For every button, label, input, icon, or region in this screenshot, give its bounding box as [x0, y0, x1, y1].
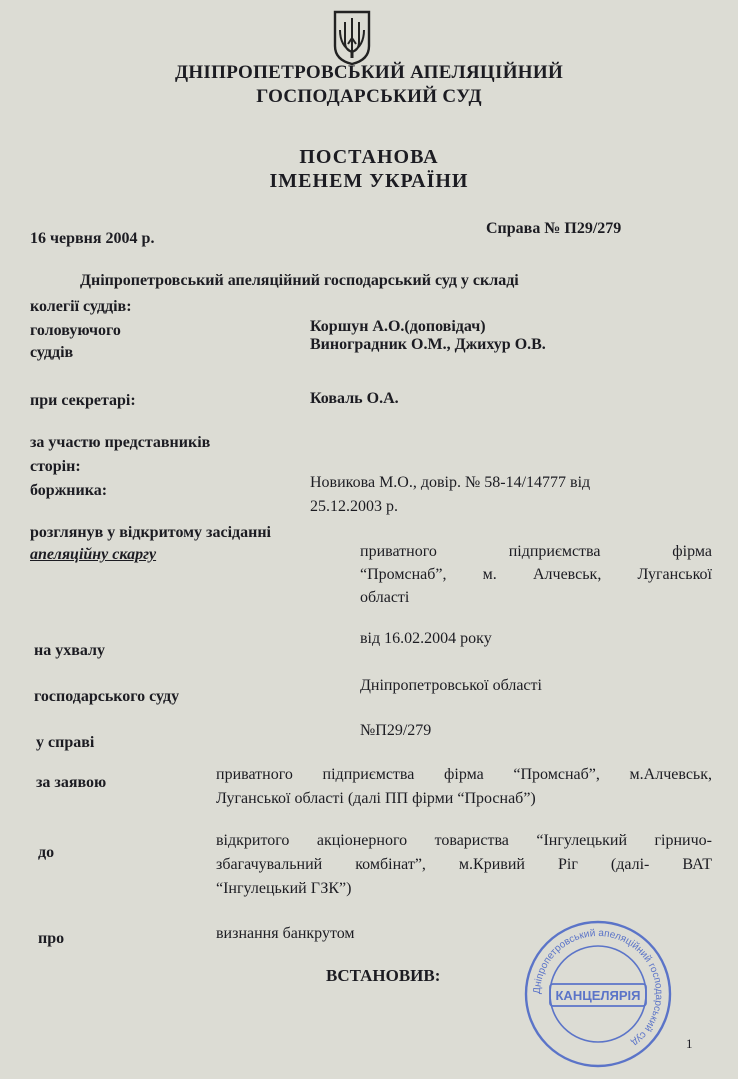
- applicant-value-line2: Луганської області (далі ПП фірми “Проснаб”): [216, 790, 536, 807]
- court-value: Дніпропетровської області: [360, 677, 542, 694]
- court-label: господарського суду: [34, 688, 180, 705]
- applicant-value-line1: приватного підприємства фірма “Промснаб”, м.Алчевськ,: [216, 766, 712, 783]
- stamp-ring-text: Дніпропетровський апеляційний господарський суд: [531, 927, 665, 1048]
- presiding-value: Коршун А.О.(доповідач): [310, 318, 486, 335]
- ruling-label: на ухвалу: [34, 642, 105, 659]
- document-date: 16 червня 2004 р.: [30, 230, 155, 247]
- debtor-value-line2: 25.12.2003 р.: [310, 498, 398, 515]
- representatives-label: за участю представників: [30, 434, 211, 451]
- appeal-value-line2: “Промснаб”, м. Алчевськ, Луганської: [360, 566, 712, 583]
- applicant-label: за заявою: [36, 774, 107, 791]
- defendant-value-line1: відкритого акціонерного товариства “Інгулецький гірничо-: [216, 832, 712, 849]
- page-number: 1: [686, 1036, 693, 1051]
- stamp-center-text: КАНЦЕЛЯРІЯ: [555, 988, 641, 1003]
- established-heading: ВСТАНОВИВ:: [326, 966, 441, 985]
- panel-label: колегії суддів:: [30, 298, 132, 315]
- court-name-line1: ДНІПРОПЕТРОВСЬКИЙ АПЕЛЯЦІЙНИЙ: [174, 62, 564, 83]
- debtor-label: боржника:: [30, 482, 108, 499]
- document-subtitle: ІМЕНЕМ УКРАЇНИ: [269, 170, 469, 192]
- secretary-label: при секретарі:: [30, 392, 136, 409]
- appeal-value-line1: приватного підприємства фірма: [360, 543, 712, 560]
- subject-label: про: [38, 930, 65, 947]
- judges-value: Виноградник О.М., Джихур О.В.: [310, 336, 546, 353]
- coat-of-arms-icon: [332, 8, 372, 66]
- appeal-value-line3: області: [360, 589, 410, 606]
- debtor-value-line1: Новикова М.О., довір. № 58-14/14777 від: [310, 474, 591, 491]
- defendant-label: до: [38, 844, 55, 861]
- hearing-label: розглянув у відкритому засіданні: [30, 524, 271, 541]
- court-name-line2: ГОСПОДАРСЬКИЙ СУД: [256, 86, 482, 107]
- presiding-label: головуючого: [30, 322, 121, 339]
- case-number: Справа № П29/279: [486, 220, 622, 237]
- ruling-value: від 16.02.2004 року: [360, 630, 492, 647]
- office-stamp: [522, 918, 674, 1070]
- defendant-value-line2: збагачувальний комбінат”, м.Кривий Ріг (далі- ВАТ: [216, 856, 712, 873]
- judges-label: суддів: [30, 344, 74, 361]
- document-title: ПОСТАНОВА: [299, 146, 439, 168]
- appeal-label: апеляційну скаргу: [30, 546, 157, 563]
- case-label: у справі: [36, 734, 95, 751]
- court-composition-intro: Дніпропетровський апеляційний господарський суд у складі: [80, 272, 519, 289]
- defendant-value-line3: “Інгулецький ГЗК”): [216, 880, 352, 897]
- sides-label: сторін:: [30, 458, 81, 475]
- secretary-value: Коваль О.А.: [310, 390, 399, 407]
- subject-value: визнання банкрутом: [216, 925, 355, 942]
- case-value: №П29/279: [360, 722, 432, 739]
